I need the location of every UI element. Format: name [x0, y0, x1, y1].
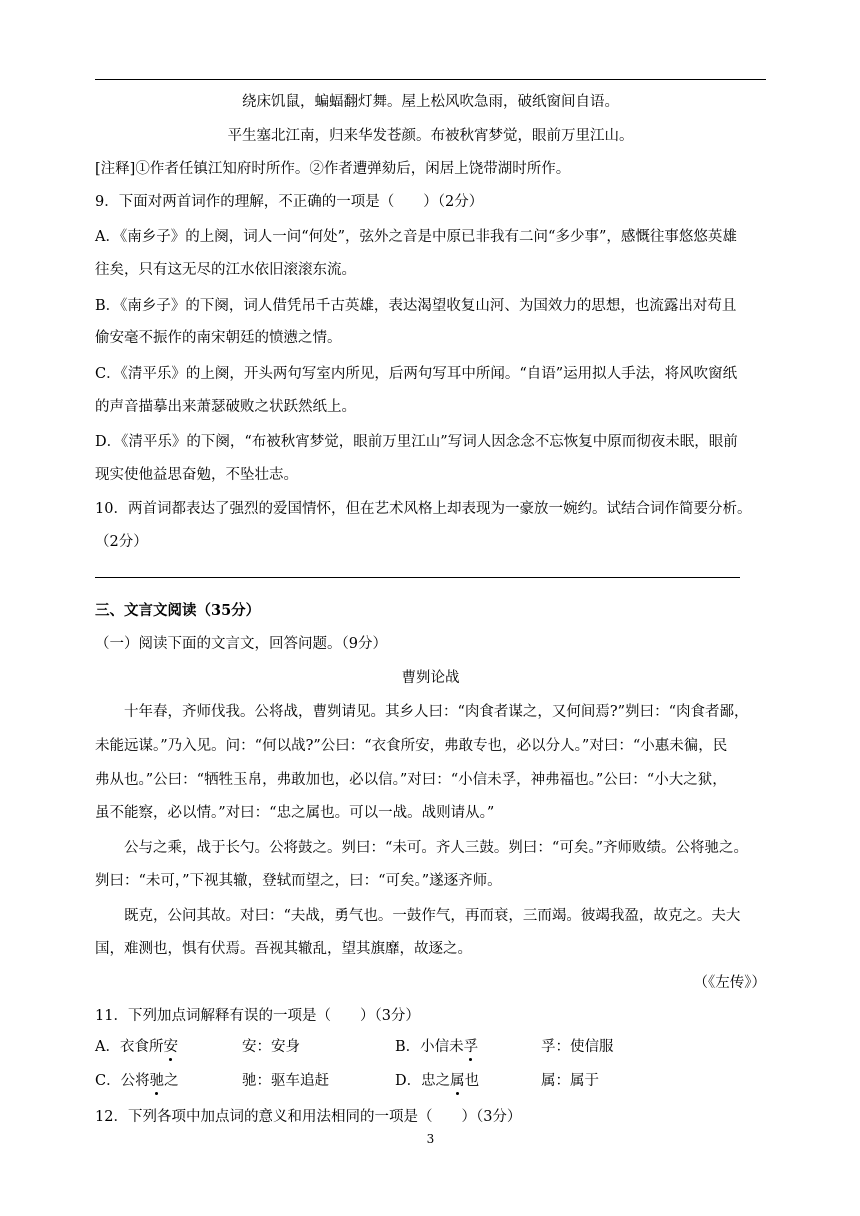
- question-9-option-d: D．《清平乐》的下阕，“布被秋宵梦觉，眼前万里江山”写词人因念念不忘恢复中原而彻夜未眠，眼前: [95, 434, 738, 450]
- question-10-stem: 10．两首词都表达了强烈的爱国情怀，但在艺术风格上却表现为一豪放一婉约。试结合词作简要分析。: [95, 501, 752, 517]
- question-11-option-b: [395, 1035, 478, 1056]
- passage-paragraph-1-line-4: 虽不能察，必以情。”对曰：“忠之属也。可以一战。战则请从。”: [95, 805, 495, 821]
- question-11-option-b-gloss: 孚：使信服: [541, 1039, 614, 1055]
- question-10-score: （2分）: [95, 534, 148, 550]
- section-subheading: （一）阅读下面的文言文，回答问题。（9分）: [95, 636, 387, 652]
- page-number: 3: [426, 1132, 435, 1146]
- option-c-text-end: 之: [164, 1073, 179, 1089]
- top-rule: [95, 79, 766, 80]
- question-11-option-d: [395, 1069, 479, 1090]
- passage-paragraph-3-line-2: 国，难测也，惧有伏焉。吾视其辙乱，望其旗靡，故逐之。: [95, 941, 472, 957]
- passage-paragraph-2: 公与之乘，战于长勺。公将鼓之。刿曰：“未可。齐人三鼓。刿曰：“可矣。”齐师败绩。公将驰之。: [124, 840, 748, 856]
- option-d-text: D．忠之: [395, 1073, 451, 1089]
- answer-line[interactable]: [95, 577, 740, 578]
- section-heading: 三、文言文阅读（35分）: [95, 602, 261, 619]
- question-11-option-d-gloss: 属：属于: [541, 1073, 599, 1089]
- annotation-note: [注释]①作者任镇江知府时所作。②作者遭弹劾后，闲居上饶带湖时所作。: [95, 161, 571, 177]
- question-12-stem: 12．下列各项中加点词的意义和用法相同的一项是（ ）（3分）: [95, 1109, 522, 1125]
- poem-line-2: 平生塞北江南，归来华发苍颜。布被秋宵梦觉，眼前万里江山。: [227, 128, 634, 144]
- option-b-text: B．小信未: [395, 1039, 464, 1055]
- passage-paragraph-1: 十年春，齐师伐我。公将战，曹刿请见。其乡人曰：“肉食者谋之，又何间焉?”刿曰：“肉食者鄙，: [124, 704, 749, 720]
- passage-paragraph-1-line-2: 未能远谋。”乃入见。问：“何以战?”公曰：“衣食所安，弗敢专也，必以分人。”对曰：“小惠未徧，民: [95, 738, 728, 754]
- question-9-option-c-cont: 的声音描摹出来萧瑟破败之状跃然纸上。: [95, 399, 356, 415]
- option-d-text-end: 也: [464, 1073, 480, 1089]
- question-11-stem: 11．下列加点词解释有误的一项是（ ）（3分）: [95, 1008, 420, 1024]
- question-9-option-a-cont: 往矣，只有这无尽的江水依旧滚滚东流。: [95, 262, 356, 278]
- question-11-option-a-gloss: 安：安身: [242, 1039, 300, 1055]
- passage-paragraph-3: 既克，公问其故。对曰：“夫战，勇气也。一鼓作气，再而衰，三而竭。彼竭我盈，故克之。夫大: [124, 908, 741, 924]
- question-11-option-a: [95, 1035, 178, 1056]
- dotted-word: 驰: [150, 1069, 165, 1090]
- question-9-option-c: C．《清平乐》的上阕，开头两句写室内所见，后两句写耳中所闻。“自语”运用拟人手法，将风吹窗纸: [95, 366, 738, 382]
- dotted-word: 属: [450, 1069, 465, 1090]
- passage-paragraph-2-line-2: 刿曰：“未可，”下视其辙，登轼而望之，曰：“可矣。”遂逐齐师。: [95, 873, 502, 889]
- option-c-text: C．公将: [95, 1073, 150, 1089]
- question-9-option-b-cont: 偷安毫不振作的南宋朝廷的愤懑之情。: [95, 330, 342, 346]
- question-9-option-a: A．《南乡子》的上阕，词人一问“何处”，弦外之音是中原已非我有二问“多少事”，感慨往事悠悠英雄: [95, 229, 737, 245]
- option-a-text: A．衣食所: [95, 1039, 164, 1055]
- poem-line-1: 绕床饥鼠，蝙蝠翻灯舞。屋上松风吹急雨，破纸窗间自语。: [242, 94, 619, 110]
- question-11-option-c-gloss: 驰：驱车追赶: [242, 1073, 329, 1089]
- dotted-word: 孚: [464, 1035, 479, 1056]
- passage-source: （《左传》）: [693, 975, 766, 991]
- passage-paragraph-1-line-3: 弗从也。”公曰：“牺牲玉帛，弗敢加也，必以信。”对曰：“小信未孚，神弗福也。”公曰：“小大之狱，: [95, 772, 727, 788]
- passage-title: 曹刿论战: [401, 670, 460, 686]
- question-9-option-b: B．《南乡子》的下阕，词人借凭吊千古英雄，表达渴望收复山河、为国效力的思想，也流露出对苟且: [95, 298, 737, 314]
- question-9-stem: 9．下面对两首词作的理解，不正确的一项是（ ）（2分）: [95, 194, 484, 210]
- question-9-option-d-cont: 现实使他益思奋勉，不坠壮志。: [95, 467, 298, 483]
- dotted-word: 安: [163, 1035, 178, 1056]
- question-11-option-c: [95, 1069, 179, 1090]
